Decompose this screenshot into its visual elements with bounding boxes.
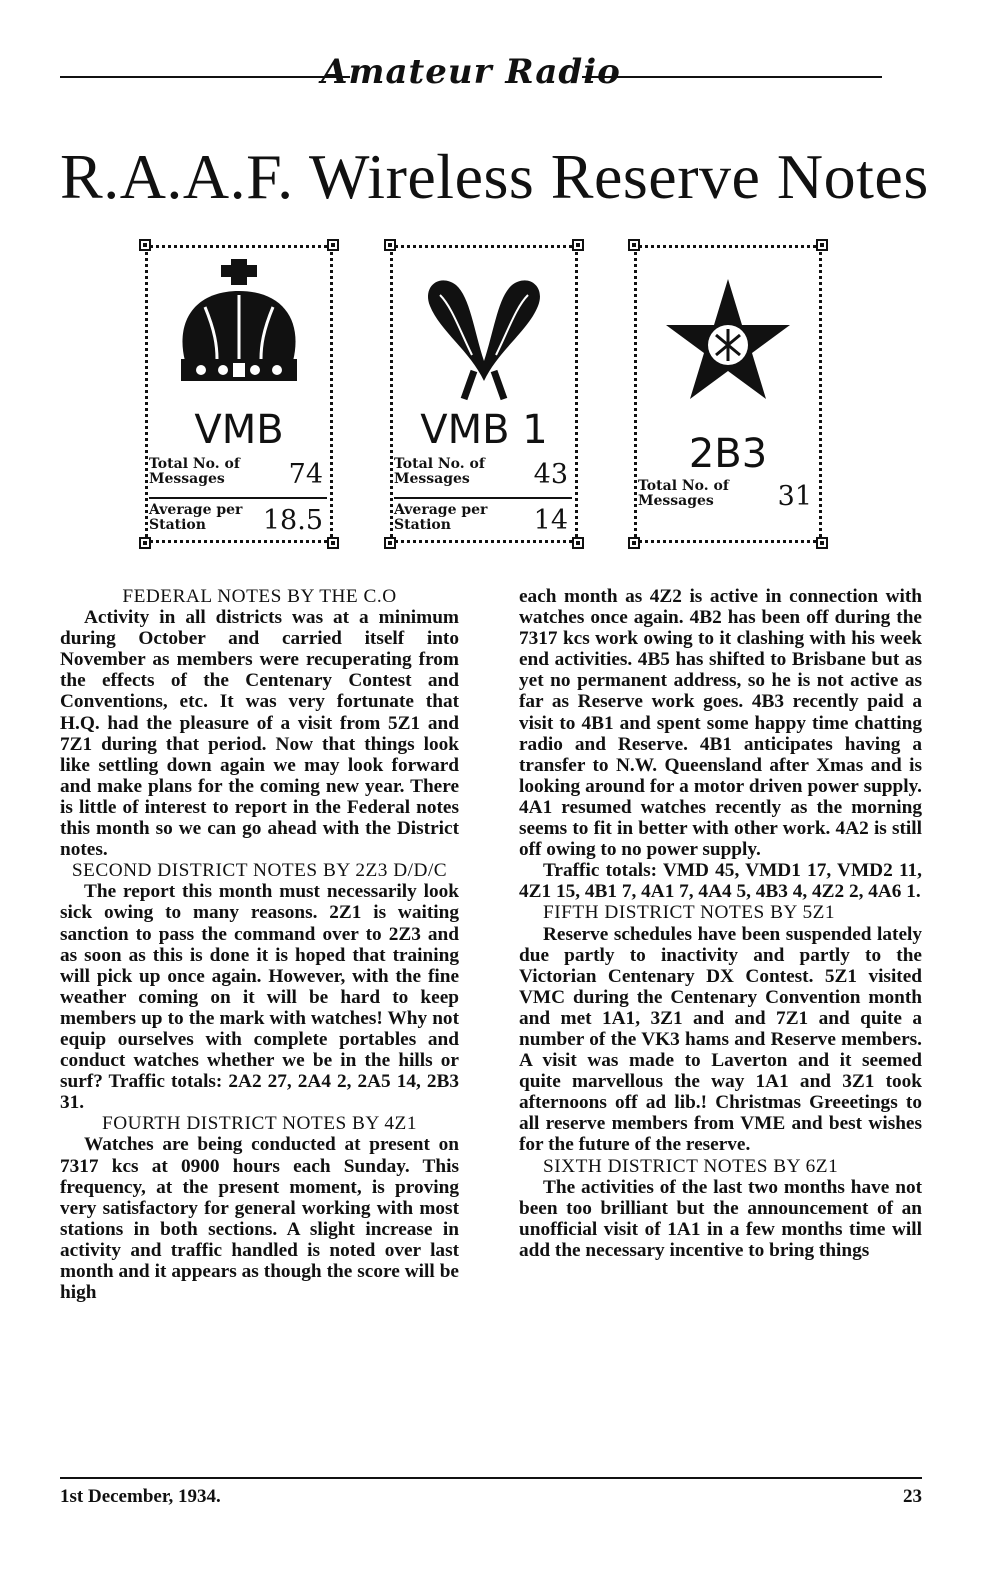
fifth-heading: FIFTH DISTRICT NOTES BY 5Z1 bbox=[543, 902, 836, 924]
badge-vmb1 bbox=[380, 235, 588, 553]
average-value: 14 bbox=[533, 505, 568, 536]
article-column-left bbox=[60, 586, 459, 1303]
footer-rule bbox=[60, 1477, 922, 1479]
badge-corner bbox=[139, 239, 151, 251]
page-number: 23 bbox=[903, 1486, 922, 1507]
badge-corner bbox=[327, 537, 339, 549]
fifth-text: Reserve schedules have been suspended lately due partly to inactivity and partly to the Victorian Centenary DX Contest. 5Z1 visited VMC during the Centenary Convention month and met 1A1, 3Z1 and and 7Z1 and quite a number of the VK3 hams and Reserve members. A visit was made to Laverton and it seemed quite marvellous the way 1A1 and 3Z1 took afternoons off ad lib.! Christmas Greeetings to all reserve members from VME and best wishes for the future of the reserve. bbox=[519, 923, 922, 1156]
total-label: Total No. of Messages bbox=[394, 456, 485, 487]
badge-2b3 bbox=[624, 235, 832, 553]
second-heading: SECOND DISTRICT NOTES BY 2Z3 D/D/C bbox=[71, 860, 448, 882]
federal-text: Activity in all districts was at a minimum during October and carried itself into November as members were recuperating from the effects of the Centenary Contest and Conventions, etc. It was very fortunate that H.Q. had the pleasure of a visit from 5Z1 and 7Z1 during that period. Now that things look like settling down again we may look forward and make plans for the coming new year. There is little of interest to report in the Federal notes this month so we can go ahead with the District notes. bbox=[60, 607, 459, 861]
badge-corner bbox=[816, 537, 828, 549]
sixth-heading: SIXTH DISTRICT NOTES BY 6Z1 bbox=[543, 1155, 839, 1177]
average-label: Average per Station bbox=[394, 502, 488, 533]
badge-corner bbox=[628, 239, 640, 251]
article-column-right bbox=[519, 586, 922, 1261]
badge-divider bbox=[394, 497, 572, 499]
fourth-heading: FOURTH DISTRICT NOTES BY 4Z1 bbox=[102, 1113, 417, 1135]
total-value: 31 bbox=[777, 481, 812, 512]
wings-icon bbox=[400, 251, 568, 405]
second-text: The report this month must necessarily look sick owing to many reasons. 2Z1 is waiting sanction to pass the command over to 2Z3 and as soon as this is done it is hoped that training will pick up once again. However, with the fine weather coming on it will be hard to keep members up to the mark with watches! Why not equip ourselves with complete portables and conduct watches whether we be in the hills or surf? Traffic totals: 2A2 27, 2A4 2, 2A5 14, 2B3 31. bbox=[60, 881, 459, 1114]
total-messages bbox=[149, 457, 327, 501]
page-title: R.A.A.F. Wireless Reserve Notes bbox=[60, 141, 929, 212]
average-label: Average per Station bbox=[149, 502, 243, 533]
badge-corner bbox=[816, 239, 828, 251]
footer-date: 1st December, 1934. bbox=[60, 1486, 221, 1507]
crown-icon bbox=[155, 251, 323, 405]
total-label: Total No. of Messages bbox=[638, 478, 729, 509]
average-value: 18.5 bbox=[262, 505, 323, 536]
badge-divider bbox=[149, 497, 327, 499]
masthead-brand: Amateur Radio bbox=[321, 52, 621, 92]
federal-heading: FEDERAL NOTES BY THE C.O bbox=[122, 586, 397, 607]
total-value: 43 bbox=[533, 459, 568, 490]
badge-corner bbox=[384, 239, 396, 251]
badge-callsign: VMB 1 bbox=[420, 407, 548, 453]
badge-corner bbox=[628, 537, 640, 549]
fourth-text-part1: Watches are being conducted at present on 7317 kcs at 0900 hours each Sunday. This frequency, at the present moment, is proving very satisfactory for general working with most stations in both sections. A slight increase in activity and traffic handled is noted over last month and it appears as though the score will be high bbox=[60, 1134, 459, 1304]
badge-vmb bbox=[135, 235, 343, 553]
badge-corner bbox=[327, 239, 339, 251]
average-per-station bbox=[394, 503, 572, 547]
total-label: Total No. of Messages bbox=[149, 456, 240, 487]
fourth-text-part2: each month as 4Z2 is active in connection with watches once again. 4B2 has been off during the 7317 kcs work owing to it clashing with his week end activities. 4B5 has shifted to Brisbane but as yet no permanent address, so he is not active as far as Reserve work goes. 4B3 recently paid a visit to 4B1 and spent some happy time chatting radio and Reserve. 4B1 anticipates having a transfer to N.W. Queensland after Xmas and is looking around for a motor driven power supply. 4A1 resumed watches recently as the morning seems to fit in better with other work. 4A2 is still off owing to no power supply. bbox=[519, 586, 922, 861]
fourth-traffic: Traffic totals: VMD 45, VMD1 17, VMD2 11, 4Z1 15, 4B1 7, 4A1 7, 4A4 5, 4B3 4, 4Z2 2, 4A6 1. bbox=[519, 860, 922, 903]
badge-callsign: 2B3 bbox=[688, 431, 768, 477]
average-per-station bbox=[149, 503, 327, 547]
total-value: 74 bbox=[288, 459, 323, 490]
badge-corner bbox=[572, 537, 584, 549]
sixth-text: The activities of the last two months have not been too brilliant but the announcement of an unofficial visit of 1A1 in a few months time will add the necessary incentive to bring things bbox=[519, 1176, 922, 1261]
total-messages bbox=[394, 457, 572, 501]
masthead bbox=[60, 52, 882, 98]
badge-callsign: VMB bbox=[194, 407, 284, 453]
star-icon bbox=[644, 251, 812, 405]
badge-corner bbox=[572, 239, 584, 251]
total-messages bbox=[638, 479, 816, 523]
